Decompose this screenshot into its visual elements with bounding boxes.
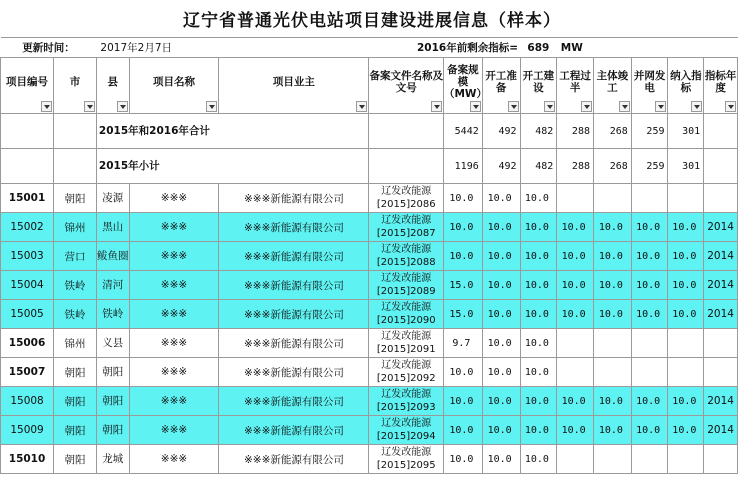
cell-scale[interactable]: 10.0 [443, 358, 482, 387]
cell-grid[interactable] [631, 445, 668, 474]
cell-main-done[interactable] [593, 445, 631, 474]
filter-dropdown-icon[interactable] [544, 101, 555, 112]
remaining-quota-value[interactable]: 689 [520, 38, 557, 58]
cell-year[interactable]: 2014 [704, 271, 738, 300]
header-started: 开工建设 [520, 58, 557, 114]
cell-half[interactable]: 10.0 [557, 300, 594, 329]
cell-year[interactable] [704, 445, 738, 474]
summary-main-done[interactable]: 268 [593, 149, 631, 184]
cell-city[interactable]: 铁岭 [54, 271, 97, 300]
filter-dropdown-icon[interactable] [41, 101, 52, 112]
summary-half[interactable]: 288 [557, 149, 594, 184]
cell-grid[interactable]: 10.0 [631, 213, 668, 242]
cell-year[interactable]: 2014 [704, 416, 738, 445]
cell-project-name[interactable]: ※※※ [129, 329, 219, 358]
cell-county[interactable]: 朝阳 [96, 358, 129, 387]
cell-half[interactable] [557, 329, 594, 358]
filter-dropdown-icon[interactable] [470, 101, 481, 112]
cell-grid[interactable] [631, 358, 668, 387]
cell-main-done[interactable]: 10.0 [593, 271, 631, 300]
cell-blank[interactable] [1, 149, 54, 184]
cell-started[interactable]: 10.0 [520, 416, 557, 445]
cell-city[interactable]: 朝阳 [54, 387, 97, 416]
cell-half[interactable]: 10.0 [557, 387, 594, 416]
table-row [1, 213, 738, 242]
filing-number: [2015]2090 [376, 315, 436, 326]
cell-included[interactable] [668, 358, 704, 387]
cell-included[interactable]: 10.0 [668, 300, 704, 329]
cell-included[interactable] [668, 329, 704, 358]
cell-year[interactable] [704, 329, 738, 358]
header-prep: 开工准备 [482, 58, 520, 114]
filing-number: [2015]2091 [376, 344, 436, 355]
cell-grid[interactable]: 10.0 [631, 242, 668, 271]
table-row [1, 445, 738, 474]
summary-included[interactable]: 301 [668, 149, 704, 184]
cell-scale[interactable]: 10.0 [443, 213, 482, 242]
cell-prep[interactable]: 10.0 [482, 387, 520, 416]
cell-city[interactable]: 营口 [54, 242, 97, 271]
cell-project-no[interactable]: 15003 [1, 242, 54, 271]
cell-included[interactable]: 10.0 [668, 242, 704, 271]
summary-row [1, 149, 738, 184]
cell-project-no[interactable]: 15002 [1, 213, 54, 242]
cell-blank[interactable] [1, 114, 54, 149]
cell-filing[interactable] [369, 184, 444, 213]
summary-prep[interactable]: 492 [482, 149, 520, 184]
summary-label[interactable]: 2015年小计 [96, 149, 369, 184]
cell-year[interactable]: 2014 [704, 213, 738, 242]
filing-name: 辽发改能源 [381, 186, 432, 197]
filing-number: [2015]2089 [376, 286, 436, 297]
filing-name: 辽发改能源 [381, 447, 432, 458]
cell-city[interactable]: 朝阳 [54, 416, 97, 445]
cell-year[interactable]: 2014 [704, 387, 738, 416]
cell-project-name[interactable]: ※※※ [129, 416, 219, 445]
cell-included[interactable] [668, 445, 704, 474]
cell-started[interactable]: 10.0 [520, 387, 557, 416]
cell-project-no[interactable]: 15008 [1, 387, 54, 416]
header-filing: 备案文件名称及文号 [369, 58, 444, 114]
cell-project-name[interactable]: ※※※ [129, 271, 219, 300]
cell-county[interactable]: 清河 [96, 271, 129, 300]
filter-dropdown-icon[interactable] [619, 101, 630, 112]
cell-filing[interactable] [369, 329, 444, 358]
cell-main-done[interactable]: 10.0 [593, 242, 631, 271]
project-table [0, 37, 738, 474]
table-row [1, 416, 738, 445]
filter-dropdown-icon[interactable] [655, 101, 666, 112]
cell-prep[interactable]: 10.0 [482, 445, 520, 474]
table-row [1, 242, 738, 271]
cell-county[interactable]: 朝阳 [96, 416, 129, 445]
cell-scale[interactable]: 10.0 [443, 416, 482, 445]
cell-county[interactable]: 鲅鱼圈 [96, 242, 129, 271]
filing-number: [2015]2093 [376, 402, 436, 413]
cell-prep[interactable]: 10.0 [482, 242, 520, 271]
header-main-done: 主体竣工 [593, 58, 631, 114]
cell-included[interactable]: 10.0 [668, 213, 704, 242]
cell-main-done[interactable] [593, 184, 631, 213]
header-owner: 项目业主 [219, 58, 369, 114]
header-grid: 并网发电 [631, 58, 668, 114]
summary-grid[interactable]: 259 [631, 149, 668, 184]
cell-prep[interactable]: 10.0 [482, 329, 520, 358]
remaining-quota-unit: MW [557, 38, 594, 58]
cell-county[interactable]: 黑山 [96, 213, 129, 242]
filing-name: 辽发改能源 [381, 244, 432, 255]
cell-city[interactable]: 锦州 [54, 329, 97, 358]
header-half: 工程过半 [557, 58, 594, 114]
cell-main-done[interactable]: 10.0 [593, 416, 631, 445]
cell-scale[interactable]: 15.0 [443, 271, 482, 300]
cell-started[interactable]: 10.0 [520, 242, 557, 271]
cell-owner[interactable]: ※※※新能源有限公司 [219, 358, 369, 387]
cell-filing[interactable] [369, 387, 444, 416]
cell-city[interactable]: 铁岭 [54, 300, 97, 329]
table-row [1, 329, 738, 358]
filter-dropdown-icon[interactable] [725, 101, 736, 112]
filter-dropdown-icon[interactable] [206, 101, 217, 112]
cell-county[interactable]: 凌源 [96, 184, 129, 213]
cell-county[interactable]: 义县 [96, 329, 129, 358]
update-row [1, 38, 738, 58]
cell-county[interactable]: 龙城 [96, 445, 129, 474]
cell-owner[interactable]: ※※※新能源有限公司 [219, 445, 369, 474]
cell-project-no[interactable]: 15006 [1, 329, 54, 358]
cell-project-no[interactable]: 15007 [1, 358, 54, 387]
filing-number: [2015]2088 [376, 257, 436, 268]
cell-prep[interactable]: 10.0 [482, 271, 520, 300]
cell-half[interactable]: 10.0 [557, 416, 594, 445]
cell-project-name[interactable]: ※※※ [129, 242, 219, 271]
filing-number: [2015]2095 [376, 460, 436, 471]
filing-name: 辽发改能源 [381, 389, 432, 400]
cell-main-done[interactable] [593, 358, 631, 387]
cell-owner[interactable]: ※※※新能源有限公司 [219, 184, 369, 213]
cell-filing[interactable] [369, 271, 444, 300]
cell-blank[interactable] [54, 149, 97, 184]
cell-filing[interactable] [369, 358, 444, 387]
table-row [1, 184, 738, 213]
update-time-value[interactable]: 2017年2月7日 [96, 38, 369, 58]
cell-year[interactable] [704, 358, 738, 387]
cell-main-done[interactable]: 10.0 [593, 387, 631, 416]
cell-prep[interactable]: 10.0 [482, 213, 520, 242]
cell-project-name[interactable]: ※※※ [129, 445, 219, 474]
header-county: 县 [96, 58, 129, 114]
filing-name: 辽发改能源 [381, 360, 432, 371]
cell-started[interactable]: 10.0 [520, 213, 557, 242]
cell-blank[interactable] [704, 149, 738, 184]
cell-filing[interactable] [369, 416, 444, 445]
summary-included[interactable]: 301 [668, 114, 704, 149]
header-row [1, 58, 738, 114]
cell-project-name[interactable]: ※※※ [129, 184, 219, 213]
cell-started[interactable]: 10.0 [520, 300, 557, 329]
cell-prep[interactable]: 10.0 [482, 184, 520, 213]
cell-project-no[interactable]: 15010 [1, 445, 54, 474]
cell-grid[interactable]: 10.0 [631, 271, 668, 300]
cell-grid[interactable]: 10.0 [631, 416, 668, 445]
cell-filing[interactable] [369, 445, 444, 474]
cell-main-done[interactable]: 10.0 [593, 300, 631, 329]
cell-included[interactable]: 10.0 [668, 387, 704, 416]
cell-half[interactable]: 10.0 [557, 242, 594, 271]
update-time-label: 更新时间： [1, 38, 97, 58]
cell-owner[interactable]: ※※※新能源有限公司 [219, 387, 369, 416]
table-row [1, 271, 738, 300]
cell-city[interactable]: 朝阳 [54, 358, 97, 387]
header-scale: 备案规模（MW） [443, 58, 482, 114]
summary-grid[interactable]: 259 [631, 114, 668, 149]
cell-started[interactable]: 10.0 [520, 184, 557, 213]
sheet-title: 辽宁省普通光伏电站项目建设进展信息（样本） [183, 10, 561, 31]
cell-blank[interactable] [54, 114, 97, 149]
filing-name: 辽发改能源 [381, 215, 432, 226]
header-included: 纳入指标 [668, 58, 704, 114]
filing-number: [2015]2092 [376, 373, 436, 384]
cell-project-no[interactable]: 15005 [1, 300, 54, 329]
cell-scale[interactable]: 10.0 [443, 184, 482, 213]
cell-filing[interactable] [369, 213, 444, 242]
header-project-no: 项目编号 [1, 58, 54, 114]
cell-prep[interactable]: 10.0 [482, 358, 520, 387]
cell-county[interactable]: 铁岭 [96, 300, 129, 329]
cell-main-done[interactable]: 10.0 [593, 213, 631, 242]
cell-half[interactable] [557, 184, 594, 213]
filing-name: 辽发改能源 [381, 273, 432, 284]
cell-project-name[interactable]: ※※※ [129, 358, 219, 387]
cell-blank[interactable] [369, 149, 444, 184]
filter-dropdown-icon[interactable] [84, 101, 95, 112]
summary-prep[interactable]: 492 [482, 114, 520, 149]
cell-started[interactable]: 10.0 [520, 445, 557, 474]
cell-project-name[interactable]: ※※※ [129, 300, 219, 329]
cell-grid[interactable]: 10.0 [631, 387, 668, 416]
cell-year[interactable] [704, 184, 738, 213]
cell-owner[interactable]: ※※※新能源有限公司 [219, 242, 369, 271]
cell-county[interactable]: 朝阳 [96, 387, 129, 416]
cell-filing[interactable] [369, 300, 444, 329]
cell-owner[interactable]: ※※※新能源有限公司 [219, 416, 369, 445]
filter-dropdown-icon[interactable] [691, 101, 702, 112]
summary-main-done[interactable]: 268 [593, 114, 631, 149]
cell-year[interactable]: 2014 [704, 242, 738, 271]
update-row-blank [593, 38, 737, 58]
filter-dropdown-icon[interactable] [581, 101, 592, 112]
cell-started[interactable]: 10.0 [520, 329, 557, 358]
header-year: 指标年度 [704, 58, 738, 114]
cell-half[interactable]: 10.0 [557, 271, 594, 300]
cell-filing[interactable] [369, 242, 444, 271]
cell-grid[interactable]: 10.0 [631, 300, 668, 329]
cell-project-name[interactable]: ※※※ [129, 213, 219, 242]
cell-included[interactable]: 10.0 [668, 271, 704, 300]
cell-owner[interactable]: ※※※新能源有限公司 [219, 271, 369, 300]
cell-half[interactable]: 10.0 [557, 213, 594, 242]
filing-number: [2015]2094 [376, 431, 436, 442]
cell-project-no[interactable]: 15001 [1, 184, 54, 213]
table-row [1, 358, 738, 387]
filing-name: 辽发改能源 [381, 331, 432, 342]
summary-started[interactable]: 482 [520, 114, 557, 149]
cell-prep[interactable]: 10.0 [482, 416, 520, 445]
summary-label[interactable]: 2015年和2016年合计 [96, 114, 369, 149]
cell-included[interactable] [668, 184, 704, 213]
cell-project-no[interactable]: 15004 [1, 271, 54, 300]
cell-scale[interactable]: 9.7 [443, 329, 482, 358]
cell-main-done[interactable] [593, 329, 631, 358]
cell-year[interactable]: 2014 [704, 300, 738, 329]
cell-scale[interactable]: 10.0 [443, 445, 482, 474]
filter-dropdown-icon[interactable] [431, 101, 442, 112]
cell-half[interactable] [557, 445, 594, 474]
cell-grid[interactable] [631, 184, 668, 213]
cell-scale[interactable]: 10.0 [443, 387, 482, 416]
cell-city[interactable]: 锦州 [54, 213, 97, 242]
cell-owner[interactable]: ※※※新能源有限公司 [219, 329, 369, 358]
summary-scale[interactable]: 1196 [443, 149, 482, 184]
table-row [1, 300, 738, 329]
cell-half[interactable] [557, 358, 594, 387]
filing-number: [2015]2086 [376, 199, 436, 210]
cell-owner[interactable]: ※※※新能源有限公司 [219, 300, 369, 329]
filter-dropdown-icon[interactable] [508, 101, 519, 112]
filing-number: [2015]2087 [376, 228, 436, 239]
filing-name: 辽发改能源 [381, 418, 432, 429]
cell-started[interactable]: 10.0 [520, 358, 557, 387]
summary-started[interactable]: 482 [520, 149, 557, 184]
summary-scale[interactable]: 5442 [443, 114, 482, 149]
cell-city[interactable]: 朝阳 [54, 184, 97, 213]
cell-started[interactable]: 10.0 [520, 271, 557, 300]
cell-blank[interactable] [704, 114, 738, 149]
cell-prep[interactable]: 10.0 [482, 300, 520, 329]
header-city: 市 [54, 58, 97, 114]
filter-dropdown-icon[interactable] [356, 101, 367, 112]
cell-scale[interactable]: 15.0 [443, 300, 482, 329]
cell-blank[interactable] [369, 114, 444, 149]
cell-project-no[interactable]: 15009 [1, 416, 54, 445]
cell-included[interactable]: 10.0 [668, 416, 704, 445]
header-project-name: 项目名称 [129, 58, 219, 114]
remaining-quota-label: 2016年前剩余指标= [369, 38, 520, 58]
summary-row [1, 114, 738, 149]
table-row [1, 387, 738, 416]
cell-city[interactable]: 朝阳 [54, 445, 97, 474]
filter-dropdown-icon[interactable] [117, 101, 128, 112]
filing-name: 辽发改能源 [381, 302, 432, 313]
summary-half[interactable]: 288 [557, 114, 594, 149]
cell-grid[interactable] [631, 329, 668, 358]
cell-scale[interactable]: 10.0 [443, 242, 482, 271]
cell-owner[interactable]: ※※※新能源有限公司 [219, 213, 369, 242]
cell-project-name[interactable]: ※※※ [129, 387, 219, 416]
